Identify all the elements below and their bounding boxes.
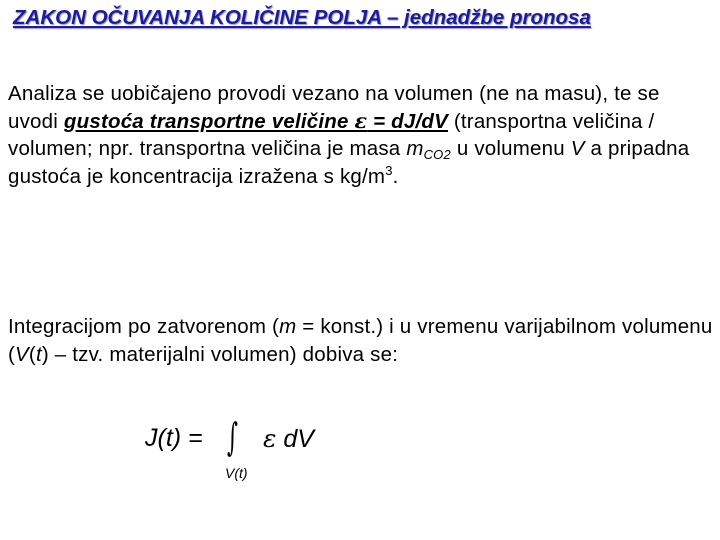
- text-run: Integracijom po zatvorenom (: [8, 315, 280, 338]
- text-run: (transportna veličina / volumen; npr. transportna veličina je masa: [8, 109, 655, 160]
- epsilon-symbol: ε: [354, 108, 368, 133]
- text-run: ) – tzv. materijalni volumen) dobiva se:: [41, 342, 399, 366]
- time-symbol: t: [35, 342, 42, 366]
- text-run: a pripadna gustoća je koncentracija izražena s kg/m: [8, 137, 690, 188]
- epsilon-symbol: ε: [263, 424, 277, 453]
- density-definition-highlight: [64, 110, 448, 133]
- integral-sign: ∫: [227, 415, 238, 459]
- unit-exponent: 3: [385, 162, 393, 178]
- volume-symbol: V: [570, 137, 585, 160]
- integrand-differential: dV: [276, 425, 314, 453]
- highlight-text: gustoća transportne veličine: [63, 109, 355, 133]
- mass-subscript: CO2: [423, 147, 451, 162]
- highlight-tail: = dJ/dV: [367, 109, 448, 133]
- text-run: .: [392, 164, 399, 188]
- mass-symbol: m: [406, 137, 424, 160]
- integral-limit: V(t): [225, 465, 248, 481]
- volume-symbol: V: [15, 342, 29, 366]
- integral-formula: [145, 415, 335, 488]
- text-run: (: [28, 342, 36, 366]
- text-run: = konst.) i u vremenu varijabilnom volumenu (: [8, 315, 713, 366]
- paragraph-integration: [8, 313, 713, 368]
- slide-title: ZAKON OČUVANJA KOLIČINE POLJA – jednadžbe pronosa: [13, 6, 591, 29]
- formula-lhs: J(t) =: [145, 424, 203, 452]
- paragraph-density-definition: [8, 80, 713, 190]
- mass-symbol: m: [279, 315, 297, 338]
- text-run: u volumenu: [450, 137, 571, 160]
- formula-integrand: [263, 424, 314, 454]
- text-run: Analiza se uobičajeno provodi vezano na volumen (ne na masu), te se uvodi: [8, 82, 660, 133]
